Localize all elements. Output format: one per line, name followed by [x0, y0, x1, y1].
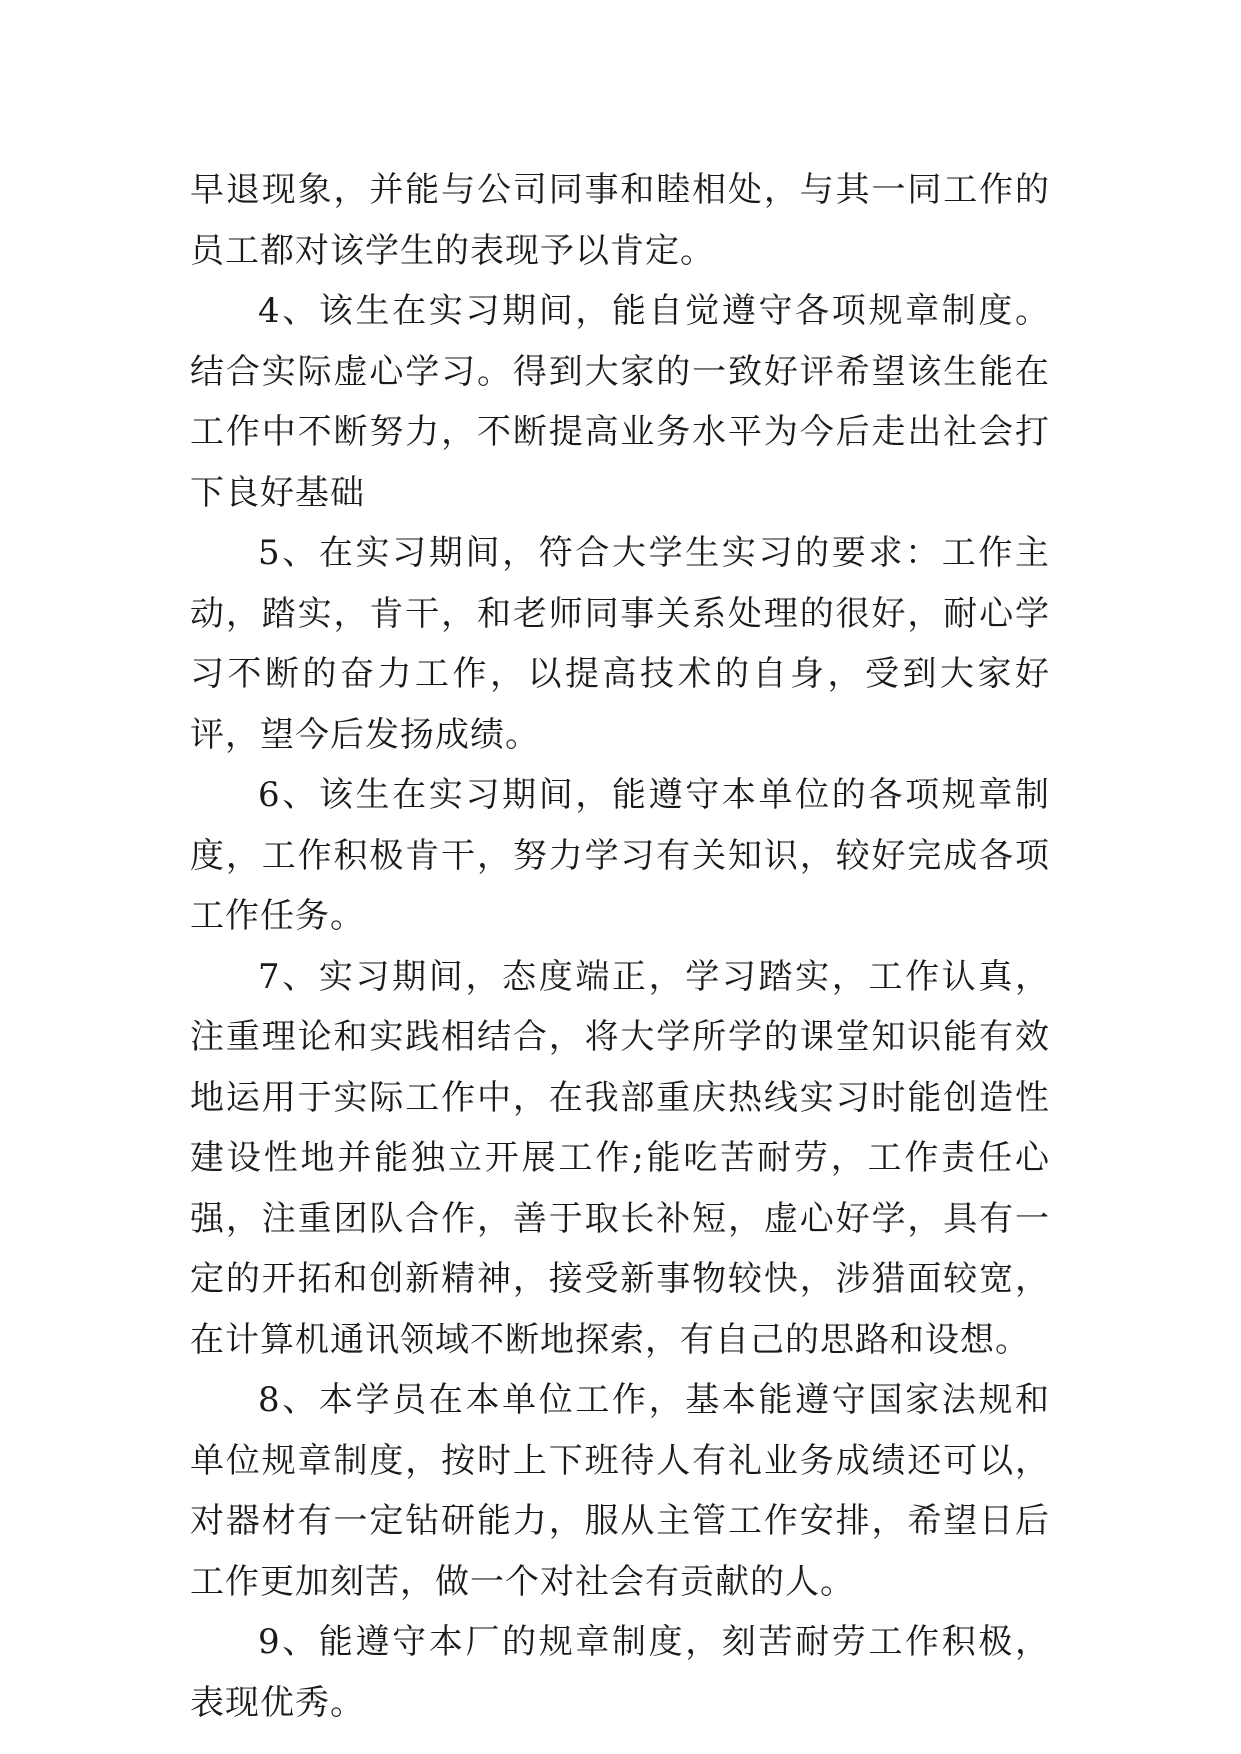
document-body: [190, 160, 1050, 1733]
paragraph-item-4: 4、该生在实习期间，能自觉遵守各项规章制度。结合实际虚心学习。得到大家的一致好评希望该生能在工作中不断努力，不断提高业务水平为今后走出社会打下良好基础: [190, 291, 1050, 513]
paragraph-item-5: 5、在实习期间，符合大学生实习的要求：工作主动，踏实，肯干，和老师同事关系处理的很好，耐心学习不断的奋力工作，以提高技术的自身，受到大家好评，望今后发扬成绩。: [190, 533, 1050, 755]
paragraph-item-6: 6、该生在实习期间，能遵守本单位的各项规章制度，工作积极肯干，努力学习有关知识，较好完成各项工作任务。: [190, 775, 1050, 936]
paragraph-item-7: 7、实习期间，态度端正，学习踏实，工作认真，注重理论和实践相结合，将大学所学的课堂知识能有效地运用于实际工作中，在我部重庆热线实习时能创造性建设性地并能独立开展工作;能吃苦耐劳，工作责任心强，注重团队合作，善于取长补短，虚心好学，具有一定的开拓和创新精神，接受新事物较快，涉猎面较宽，在计算机通讯领域不断地探索，有自己的思路和设想。: [190, 956, 1050, 1360]
paragraph-item-9: 9、能遵守本厂的规章制度，刻苦耐劳工作积极，表现优秀。: [190, 1622, 1050, 1723]
paragraph-continuation: 早退现象，并能与公司同事和睦相处，与其一同工作的员工都对该学生的表现予以肯定。: [190, 170, 1050, 271]
paragraph-item-8: 8、本学员在本单位工作，基本能遵守国家法规和单位规章制度，按时上下班待人有礼业务成绩还可以，对器材有一定钻研能力，服从主管工作安排，希望日后工作更加刻苦，做一个对社会有贡献的人。: [190, 1380, 1050, 1602]
